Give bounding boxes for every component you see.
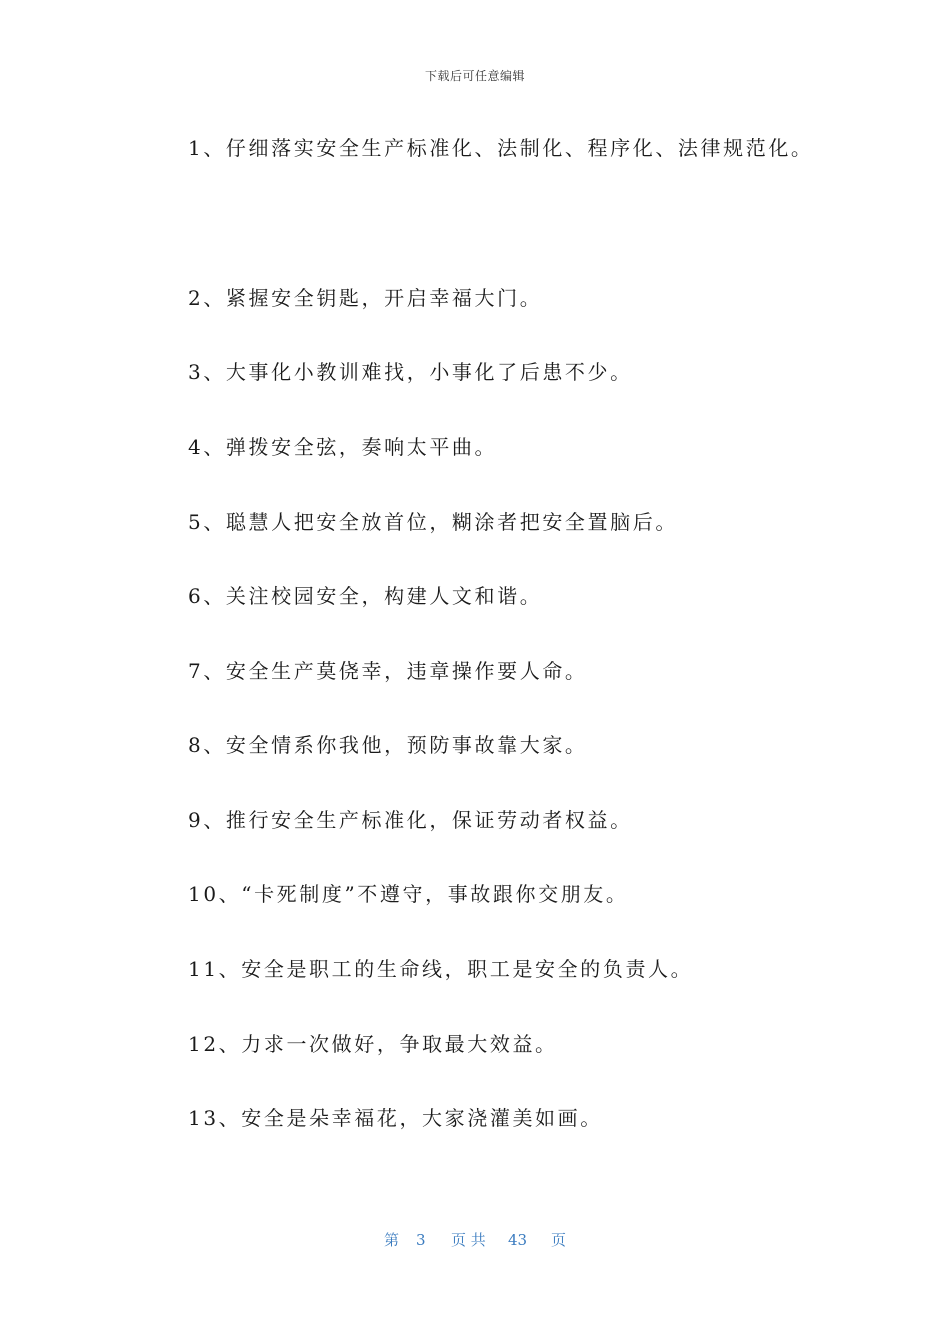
slogan-item-4: 4、弹拨安全弦，奏响太平曲。 <box>188 435 498 459</box>
footer-middle: 页 共 <box>451 1231 486 1249</box>
page-header: 下载后可任意编辑 <box>424 69 525 83</box>
footer-current-page: 3 <box>416 1231 426 1249</box>
slogan-item-5: 5、聪慧人把安全放首位，糊涂者把安全置脑后。 <box>188 510 678 534</box>
slogan-item-3: 3、大事化小教训难找，小事化了后患不少。 <box>188 360 633 384</box>
slogan-item-13: 13、安全是朵幸福花，大家浇灌美如画。 <box>188 1106 603 1130</box>
slogan-item-12: 12、力求一次做好，争取最大效益。 <box>188 1032 558 1056</box>
slogan-item-11: 11、安全是职工的生命线，职工是安全的负责人。 <box>188 957 694 981</box>
slogan-item-1: 1、仔细落实安全生产标准化、法制化、程序化、法律规范化。 <box>188 136 814 160</box>
slogan-item-6: 6、关注校园安全，构建人文和谐。 <box>188 584 543 608</box>
slogan-item-8: 8、安全情系你我他，预防事故靠大家。 <box>188 733 588 757</box>
page-footer <box>0 1230 950 1250</box>
slogan-item-2: 2、紧握安全钥匙，开启幸福大门。 <box>188 286 543 310</box>
footer-prefix: 第 <box>384 1231 400 1249</box>
slogan-item-7: 7、安全生产莫侥幸，违章操作要人命。 <box>188 659 588 683</box>
footer-total-pages: 43 <box>508 1231 528 1249</box>
slogan-item-10: 10、“卡死制度”不遵守，事故跟你交朋友。 <box>188 882 629 906</box>
slogan-item-9: 9、推行安全生产标准化，保证劳动者权益。 <box>188 808 633 832</box>
footer-suffix: 页 <box>551 1231 567 1249</box>
